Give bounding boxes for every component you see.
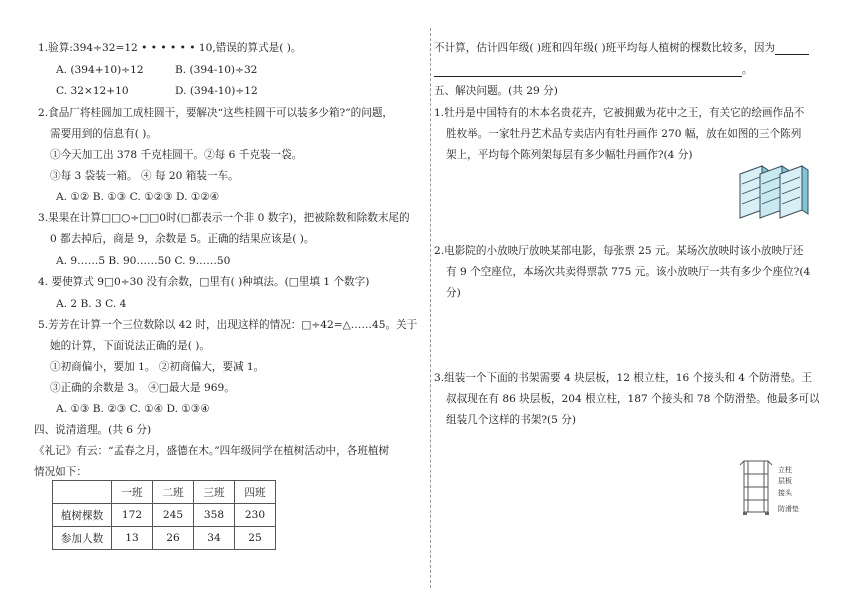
p2-line1: 2.电影院的小放映厅放映某部电影，每张票 25 元。某场次放映时该小放映厅还 [434,245,804,257]
shelf-label-pad: 防滑垫 [778,505,799,513]
table-cell: 358 [194,504,235,527]
shelf-label-post: 立柱 [778,466,792,474]
table-cell: 245 [153,504,194,527]
p3-line3: 组装几个这样的书架?(5 分) [446,414,576,426]
p1-line3: 架上，平均每个陈列架每层有多少幅牡丹画作?(4 分) [446,149,693,161]
column-divider [430,28,431,588]
section4-paragraph-line1: 《礼记》有云：“孟春之月，盛德在木。”四年级同学在植树活动中，各班植树 [34,445,390,457]
section4-paragraph-line2: 情况如下： [34,466,87,478]
q1-option-d: D. (394-10)÷12 [175,85,258,97]
q3-stem-line2: 0 都去掉后，商是 9，余数是 5。正确的结果应该是( )。 [50,233,315,245]
table-header-cell: 四班 [235,481,276,504]
table-header-cell: 二班 [153,481,194,504]
table-cell: 172 [112,504,153,527]
q5-statement-line2: ③正确的余数是 3。 ④□最大是 969。 [50,382,235,394]
shelf-label-joint: 接头 [778,489,792,497]
section4-continuation [434,41,809,55]
q3-options: A. 9……5 B. 90……50 C. 9……50 [56,255,231,267]
p2-line3: 分) [446,287,461,299]
answer-blank[interactable] [775,42,809,55]
q2-info-line1: ①今天加工出 378 千克桂圆干。②每 6 千克装一袋。 [50,149,303,161]
answer-line [434,63,753,77]
table-cell: 25 [235,527,276,550]
p3-line1: 3.组装一个下面的书架需要 4 块层板，12 根立柱，16 个接头和 4 个防滑垫。王 [434,372,812,384]
table-cell: 26 [153,527,194,550]
q5-options: A. ①③ B. ②③ C. ①④ D. ①③④ [56,403,210,415]
table-header-cell [53,481,112,504]
q1-stem: 1.验算:394÷32=12 • • • • • • 10,错误的算式是( )。 [38,42,302,54]
answer-line-end: 。 [742,64,753,76]
shelf-label-board: 层板 [778,477,792,485]
p3-line2: 叔叔现在有 86 块层板，204 根立柱，187 个接头和 78 个防滑垫。他最多可以 [446,393,820,405]
p2-line2: 有 9 个空座位，本场次共卖得票款 775 元。该小放映厅一共有多少个座位?(4 [446,266,811,278]
q2-options: A. ①② B. ①③ C. ①②③ D. ①②④ [56,191,220,203]
p1-line2: 胜枚举。一家牡丹艺术品专卖店内有牡丹画作 270 幅，放在如图的三个陈列 [446,128,802,140]
q2-stem-line2: 需要用到的信息有( )。 [50,128,157,140]
section4-continuation-text: 不计算，估计四年级( )班和四年级( )班平均每人植树的棵数比较多，因为 [434,42,776,54]
table-cell: 230 [235,504,276,527]
bookshelf-illustration [738,458,778,518]
table-cell: 34 [194,527,235,550]
table-header-row [53,481,276,504]
q5-statement-line1: ①初商偏小，要加 1。 ②初商偏大，要减 1。 [50,361,265,373]
table-header-cell: 三班 [194,481,235,504]
q3-stem-line1: 3.果果在计算□□○÷□□0时(□都表示一个非 0 数字)，把被除数和除数末尾的 [38,212,410,224]
q1-option-a: A. (394+10)÷12 [56,64,144,76]
table-header-cell: 一班 [112,481,153,504]
table-cell: 参加人数 [53,527,112,550]
table-cell: 13 [112,527,153,550]
section5-heading: 五、解决问题。(共 29 分) [434,85,558,97]
table-row [53,527,276,550]
planting-table [52,480,276,550]
q1-option-c: C. 32×12+10 [56,85,129,97]
q1-option-b: B. (394-10)÷32 [175,64,258,76]
q5-stem-line2: 她的计算，下面说法正确的是( )。 [50,340,210,352]
q2-stem-line1: 2.食品厂将桂圆加工成桂圆干，要解决“这些桂圆干可以装多少箱?”的问题， [38,107,394,119]
q2-info-line2: ③每 3 袋装一箱。 ④ 每 20 箱装一车。 [50,170,239,182]
table-row [53,504,276,527]
answer-blank[interactable] [434,64,742,77]
q4-options: A. 2 B. 3 C. 4 [56,298,127,310]
q5-stem-line1: 5.芳芳在计算一个三位数除以 42 时，出现这样的情况：□÷42=△……45。关于 [38,319,418,331]
q4-stem: 4. 要使算式 9□0÷30 没有余数，□里有( )种填法。(□里填 1 个数字) [38,276,370,288]
display-rack-illustration [738,162,810,220]
table-cell: 植树棵数 [53,504,112,527]
section4-heading: 四、说清道理。(共 6 分) [34,424,152,436]
p1-line1: 1.牡丹是中国特有的木本名贵花卉，它被拥戴为花中之王，有关它的绘画作品不 [434,107,805,119]
